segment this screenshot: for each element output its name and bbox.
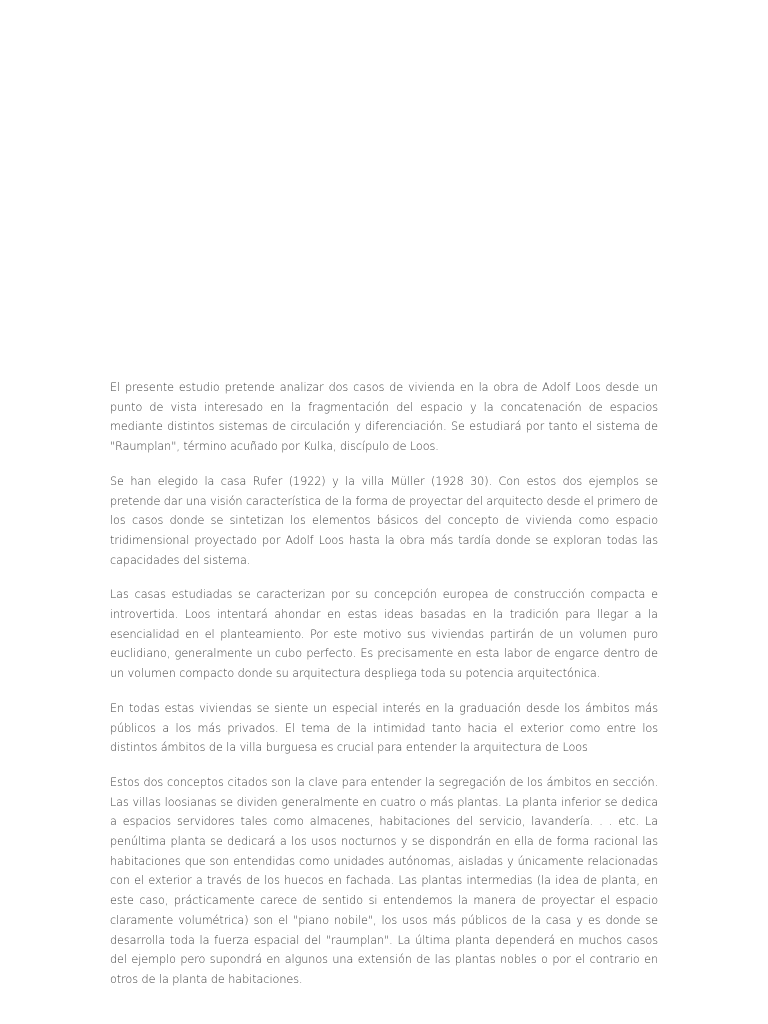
paragraph-section-floors: Estos dos conceptos citados son la clave para entender la segregación de los ámbitos en sección. Las villas loosianas se dividen generalmente en cuatro o más plantas. La planta inferior se dedica a espacios servidores tales como almacenes, habitaciones del servicio, lavandería. . . etc. La penúltima planta se dedicará a los usos nocturnos y se dispondrán en ella de forma racional las habitaciones que son entendidas como unidades autónomas, aisladas y únicamente relacionadas con el exterior a través de los huecos en fachada. Las plantas intermedias (la idea de planta, en este caso, prácticamente carece de sentido si entendemos la manera de proyectar el espacio claramente volumétrica) son el "piano nobile", los usos más públicos de la casa y es donde se desarrolla toda la fuerza espacial del "raumplan". La última planta dependerá en muchos casos del ejemplo pero supondrá en algunos una extensión de las plantas nobles o por el contrario en otros de la planta de habitaciones. (110, 775, 658, 986)
paragraph-intro: El presente estudio pretende analizar dos casos de vivienda en la obra de Adolf Loos desde un punto de vista interesado en la fragmentación del espacio y la concatenación de espacios mediante distintos sistemas de circulación y diferenciación. Se estudiará por tanto el sistema de "Raumplan", término acuñado por Kulka, discípulo de Loos. (110, 381, 658, 454)
paragraph-privacy: En todas estas viviendas se siente un especial interés en la graduación desde los ámbitos más públicos a los más privados. El tema de la intimidad tanto hacia el exterior como entre los distintos ámbitos de la villa burguesa es crucial para entender la arquitectura de Loos (110, 701, 658, 755)
paragraph-compact-houses: Las casas estudiadas se caracterizan por su concepción europea de construcción compacta e introvertida. Loos intentará ahondar en estas ideas basadas en la tradición para llegar a la esencialidad en el planteamiento. Por este motivo sus viviendas partirán de un volumen puro euclidiano, generalmente un cubo perfecto. Es precisamente en esta labor de engarce dentro de un volumen compacto donde su arquitectura despliega toda su potencia arquitectónica. (110, 588, 658, 681)
document-body (110, 378, 658, 1005)
paragraph-cases: Se han elegido la casa Rufer (1922) y la villa Müller (1928 30). Con estos dos ejemplos se pretende dar una visión característica de la forma de proyectar del arquitecto desde el primero de los casos donde se sintetizan los elementos básicos del concepto de vivienda como espacio tridimensional proyectado por Adolf Loos hasta la obra más tardía donde se exploran todas las capacidades del sistema. (110, 474, 658, 567)
